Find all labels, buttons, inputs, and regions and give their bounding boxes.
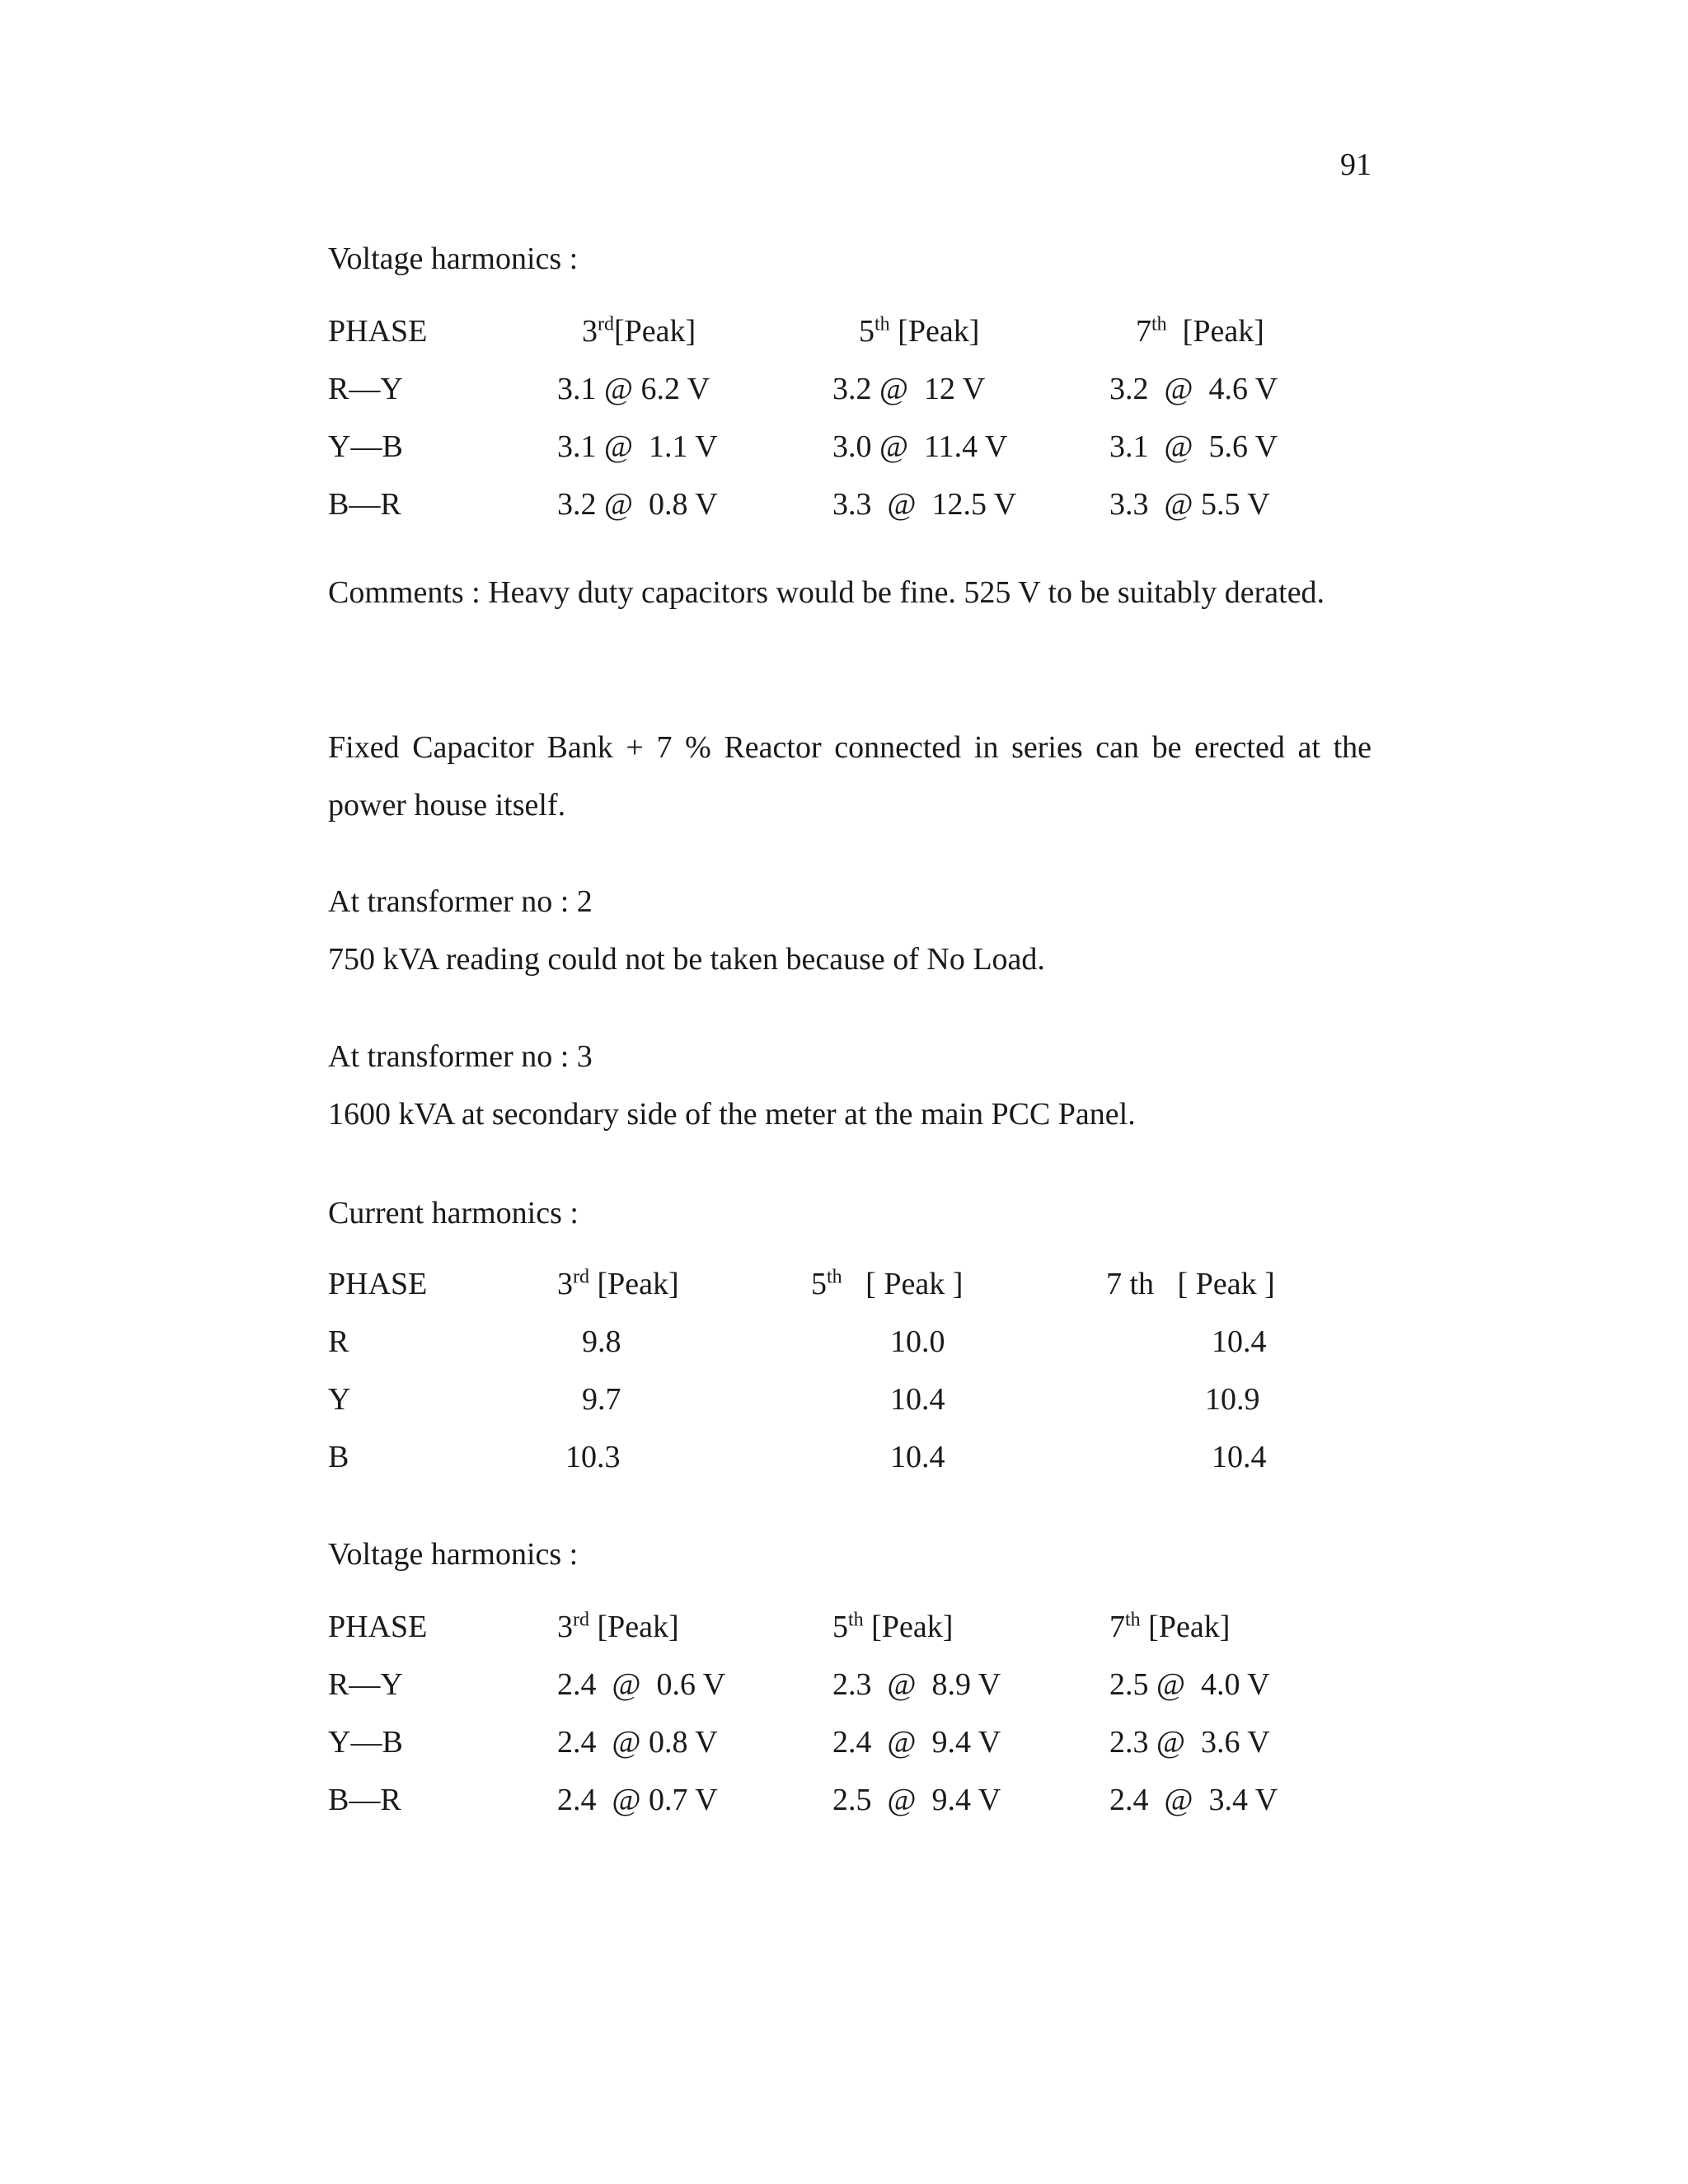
- row-7th-value: 10.4: [1212, 1440, 1267, 1474]
- current-harmonics-heading: Current harmonics :: [328, 1196, 579, 1230]
- header-5th: 5th [Peak]: [832, 1609, 954, 1644]
- header-7th: 7th [Peak]: [1109, 1609, 1231, 1644]
- row-3rd-value: 3.1 @ 1.1 V: [557, 429, 718, 464]
- header-phase: PHASE: [328, 1610, 428, 1644]
- header-3rd: 3rd [Peak]: [557, 1266, 679, 1301]
- row-3rd-value: 9.8: [582, 1324, 621, 1359]
- header-phase: PHASE: [328, 314, 428, 349]
- row-5th-value: 10.4: [890, 1382, 945, 1417]
- row-phase: R—Y: [328, 372, 403, 406]
- voltage-harmonics-heading: Voltage harmonics :: [328, 1537, 579, 1572]
- row-phase: R: [328, 1324, 349, 1359]
- row-5th-value: 2.5 @ 9.4 V: [832, 1783, 1001, 1817]
- row-7th-value: 10.9: [1205, 1382, 1260, 1417]
- row-7th-value: 3.2 @ 4.6 V: [1109, 372, 1278, 406]
- row-phase: R—Y: [328, 1667, 403, 1702]
- header-7th: 7th [Peak]: [1136, 313, 1264, 349]
- row-phase: B—R: [328, 487, 401, 522]
- row-7th-value: 10.4: [1212, 1324, 1267, 1359]
- row-5th-value: 2.4 @ 9.4 V: [832, 1725, 1001, 1760]
- header-7th: 7 th [ Peak ]: [1106, 1267, 1275, 1301]
- row-3rd-value: 2.4 @ 0.6 V: [557, 1667, 726, 1702]
- row-5th-value: 10.0: [890, 1324, 945, 1359]
- row-7th-value: 3.1 @ 5.6 V: [1109, 429, 1278, 464]
- header-3rd: 3rd [Peak]: [557, 1609, 679, 1644]
- transformer-3-note: 1600 kVA at secondary side of the meter at the main PCC Panel.: [328, 1097, 1136, 1132]
- comments-paragraph: Comments : Heavy duty capacitors would be fine. 525 V to be suitably derated.: [328, 575, 1325, 610]
- row-phase: B—R: [328, 1783, 401, 1817]
- row-phase: Y—B: [328, 1725, 403, 1760]
- header-phase: PHASE: [328, 1267, 428, 1301]
- page-number: 91: [1340, 148, 1372, 182]
- voltage-harmonics-heading: Voltage harmonics :: [328, 241, 579, 276]
- transformer-3-title: At transformer no : 3: [328, 1039, 593, 1074]
- row-5th-value: 3.3 @ 12.5 V: [832, 487, 1017, 522]
- row-phase: B: [328, 1440, 349, 1474]
- row-3rd-value: 10.3: [565, 1440, 621, 1474]
- row-5th-value: 10.4: [890, 1440, 945, 1474]
- row-3rd-value: 3.2 @ 0.8 V: [557, 487, 718, 522]
- header-5th: 5th [ Peak ]: [811, 1266, 964, 1301]
- row-7th-value: 2.3 @ 3.6 V: [1109, 1725, 1270, 1760]
- transformer-2-note: 750 kVA reading could not be taken because of No Load.: [328, 942, 1045, 977]
- transformer-2-title: At transformer no : 2: [328, 884, 593, 919]
- row-3rd-value: 3.1 @ 6.2 V: [557, 372, 710, 406]
- row-phase: Y: [328, 1382, 351, 1417]
- row-phase: Y—B: [328, 429, 403, 464]
- row-7th-value: 2.5 @ 4.0 V: [1109, 1667, 1270, 1702]
- row-5th-value: 3.2 @ 12 V: [832, 372, 986, 406]
- header-5th: 5th [Peak]: [859, 313, 980, 349]
- row-3rd-value: 2.4 @ 0.8 V: [557, 1725, 718, 1760]
- row-3rd-value: 2.4 @ 0.7 V: [557, 1783, 718, 1817]
- fixed-capacitor-paragraph: Fixed Capacitor Bank + 7 % Reactor connected in series can be erected at the power house itself.: [328, 730, 1372, 823]
- row-5th-value: 2.3 @ 8.9 V: [832, 1667, 1001, 1702]
- row-7th-value: 3.3 @ 5.5 V: [1109, 487, 1270, 522]
- header-3rd: 3rd[Peak]: [582, 313, 696, 349]
- row-5th-value: 3.0 @ 11.4 V: [832, 429, 1008, 464]
- row-3rd-value: 9.7: [582, 1382, 621, 1417]
- row-7th-value: 2.4 @ 3.4 V: [1109, 1783, 1278, 1817]
